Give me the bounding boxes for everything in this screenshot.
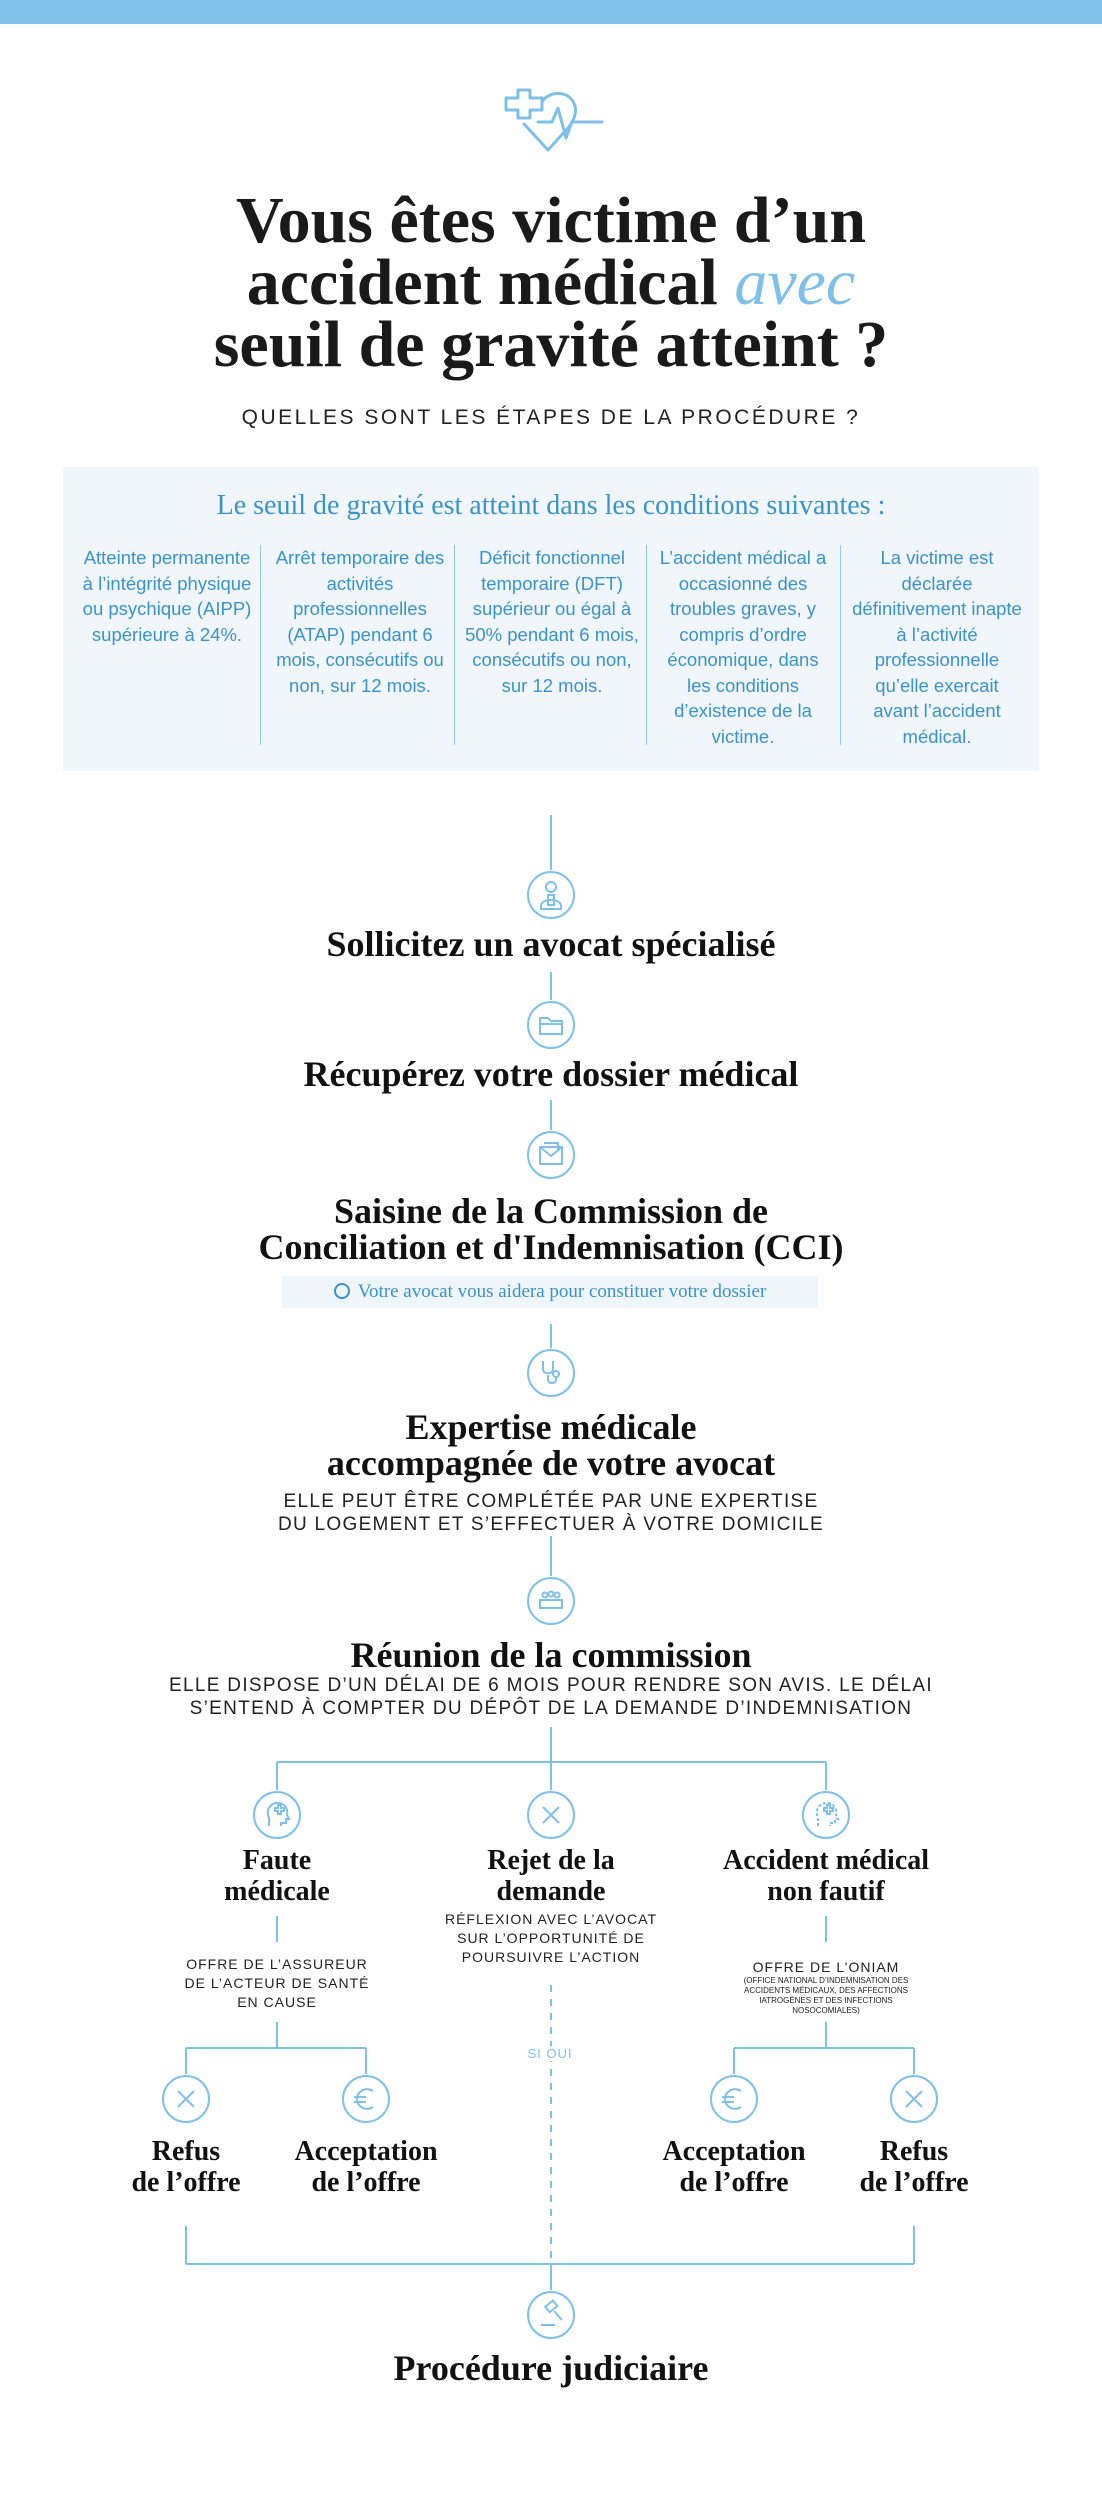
refus-x-icon	[889, 2074, 939, 2124]
branch-faute-medicale	[187, 1845, 367, 1907]
non-fault-head-icon	[801, 1790, 851, 1840]
gavel-icon	[526, 2290, 576, 2340]
oniam-line-3: IATROGÈNES ET DES INFECTIONS	[759, 1996, 893, 2005]
cci-tip-text: Votre avocat vous aidera pour constituer votre dossier	[357, 1281, 767, 1302]
branch-non-fautif-line-1: Accident médical	[722, 1845, 930, 1876]
reject-x-icon	[526, 1790, 576, 1840]
cci-tip	[282, 1276, 818, 1308]
rejet-note-line-1: RÉFLEXION AVEC L’AVOCAT	[444, 1911, 658, 1927]
euro-icon	[341, 2074, 391, 2124]
refus-x-icon	[161, 2074, 211, 2124]
title-line-3: seuil de gravité atteint ?	[213, 308, 889, 381]
folder-icon	[526, 1000, 576, 1050]
lightbulb-icon	[334, 1283, 350, 1299]
step-expertise-line-2: accompagnée de votre avocat	[326, 1443, 776, 1483]
branch-non-fautif	[686, 1845, 966, 1907]
step-reunion: Réunion de la commission	[350, 1635, 752, 1675]
branch-non-fautif-line-2: non fautif	[767, 1876, 885, 1907]
condition-troubles: L’accident médical a occasionné des troubles graves, y compris d’ordre économique, dans les conditions d’existence de la victime.	[659, 547, 827, 747]
refus-right-line-2: de l’offre	[859, 2167, 969, 2198]
condition-aipp: Atteinte permanente à l’intégrité physique ou psychique (AIPP) supérieure à 24%.	[82, 547, 252, 645]
condition-atap: Arrêt temporaire des activités professionnelles (ATAP) pendant 6 mois, consécutifs ou non, sur 12 mois.	[275, 547, 445, 696]
faute-note-line-3: EN CAUSE	[237, 1994, 317, 2010]
outcome-acceptation-right	[639, 2136, 829, 2198]
acceptation-right-line-2: de l’offre	[679, 2167, 789, 2198]
acceptation-left-line-2: de l’offre	[311, 2167, 421, 2198]
faute-note-line-1: OFFRE DE L’ASSUREUR	[186, 1956, 368, 1972]
oniam-line-2: ACCIDENTS MÉDICAUX, DES AFFECTIONS	[743, 1986, 909, 1995]
rejet-note-line-3: POURSUIVRE L’ACTION	[461, 1949, 641, 1965]
refus-left-line-2: de l’offre	[131, 2167, 241, 2198]
oniam-line-4: NOSOCOMIALES)	[792, 2006, 860, 2015]
conditions-title: Le seuil de gravité est atteint dans les conditions suivantes :	[216, 490, 886, 521]
condition-dft: Déficit fonctionnel temporaire (DFT) supérieur ou égal à 50% pendant 6 mois, consécutifs ou non, sur 12 mois.	[465, 547, 639, 696]
refus-right-line-1: Refus	[879, 2136, 949, 2167]
step-expertise-line-1: Expertise médicale	[405, 1407, 697, 1447]
step-expertise	[0, 1409, 1102, 1481]
rejet-note-line-2: SUR L’OPPORTUNITÉ DE	[457, 1930, 645, 1946]
title-line-1: Vous êtes victime d’un	[235, 184, 867, 257]
expertise-note	[0, 1490, 1102, 1536]
branch-faute-line-2: médicale	[224, 1876, 330, 1907]
step-cci-line-2: Conciliation et d'Indemnisation (CCI)	[258, 1227, 844, 1267]
branch-faute-line-1: Faute	[242, 1845, 312, 1876]
oniam-line-1: (OFFICE NATIONAL D’INDEMNISATION DES	[743, 1976, 909, 1985]
rejet-note	[431, 1910, 671, 1967]
si-oui-label: SI OUI	[510, 2046, 590, 2061]
envelope-icon	[526, 1130, 576, 1180]
expertise-note-line-1: ELLE PEUT ÊTRE COMPLÉTÉE PAR UNE EXPERTISE	[283, 1491, 819, 1512]
branch-rejet-line-2: demande	[496, 1876, 606, 1907]
branch-rejet	[451, 1845, 651, 1907]
euro-icon	[709, 2074, 759, 2124]
lawyer-icon	[526, 870, 576, 920]
title-line-2-text: accident médical	[246, 246, 735, 319]
step-avocat: Sollicitez un avocat spécialisé	[326, 924, 776, 964]
faute-note-line-2: DE L’ACTEUR DE SANTÉ	[184, 1975, 370, 1991]
meeting-icon	[526, 1576, 576, 1626]
page-subtitle: QUELLES SONT LES ÉTAPES DE LA PROCÉDURE ?	[241, 406, 861, 429]
reunion-note	[0, 1674, 1102, 1720]
oniam-offer-title: OFFRE DE L’ONIAM	[752, 1959, 900, 1975]
outcome-acceptation-left	[271, 2136, 461, 2198]
outcome-refus-left	[106, 2136, 266, 2198]
step-cci-line-1: Saisine de la Commission de	[333, 1191, 769, 1231]
reunion-note-line-2: S’ENTEND À COMPTER DU DÉPÔT DE LA DEMANDE D’INDEMNISATION	[189, 1698, 913, 1719]
reunion-note-line-1: ELLE DISPOSE D’UN DÉLAI DE 6 MOIS POUR RENDRE SON AVIS. LE DÉLAI	[169, 1675, 933, 1696]
title-accent-word: avec	[734, 246, 856, 319]
refus-left-line-1: Refus	[151, 2136, 221, 2167]
stethoscope-icon	[526, 1348, 576, 1398]
step-judiciaire: Procédure judiciaire	[393, 2348, 709, 2388]
medical-head-icon	[252, 1790, 302, 1840]
branch-rejet-line-1: Rejet de la	[487, 1845, 615, 1876]
oniam-definition	[716, 1976, 936, 2016]
outcome-refus-right	[834, 2136, 994, 2198]
faute-offer-note	[167, 1955, 387, 2012]
expertise-note-line-2: DU LOGEMENT ET S’EFFECTUER À VOTRE DOMICILE	[277, 1514, 825, 1535]
acceptation-right-line-1: Acceptation	[662, 2136, 806, 2167]
acceptation-left-line-1: Acceptation	[294, 2136, 438, 2167]
step-cci	[0, 1193, 1102, 1265]
step-dossier: Récupérez votre dossier médical	[303, 1054, 799, 1094]
condition-inaptitude: La victime est déclarée définitivement inapte à l’activité professionnelle qu’elle exercait avant l’accident médical.	[852, 547, 1022, 747]
